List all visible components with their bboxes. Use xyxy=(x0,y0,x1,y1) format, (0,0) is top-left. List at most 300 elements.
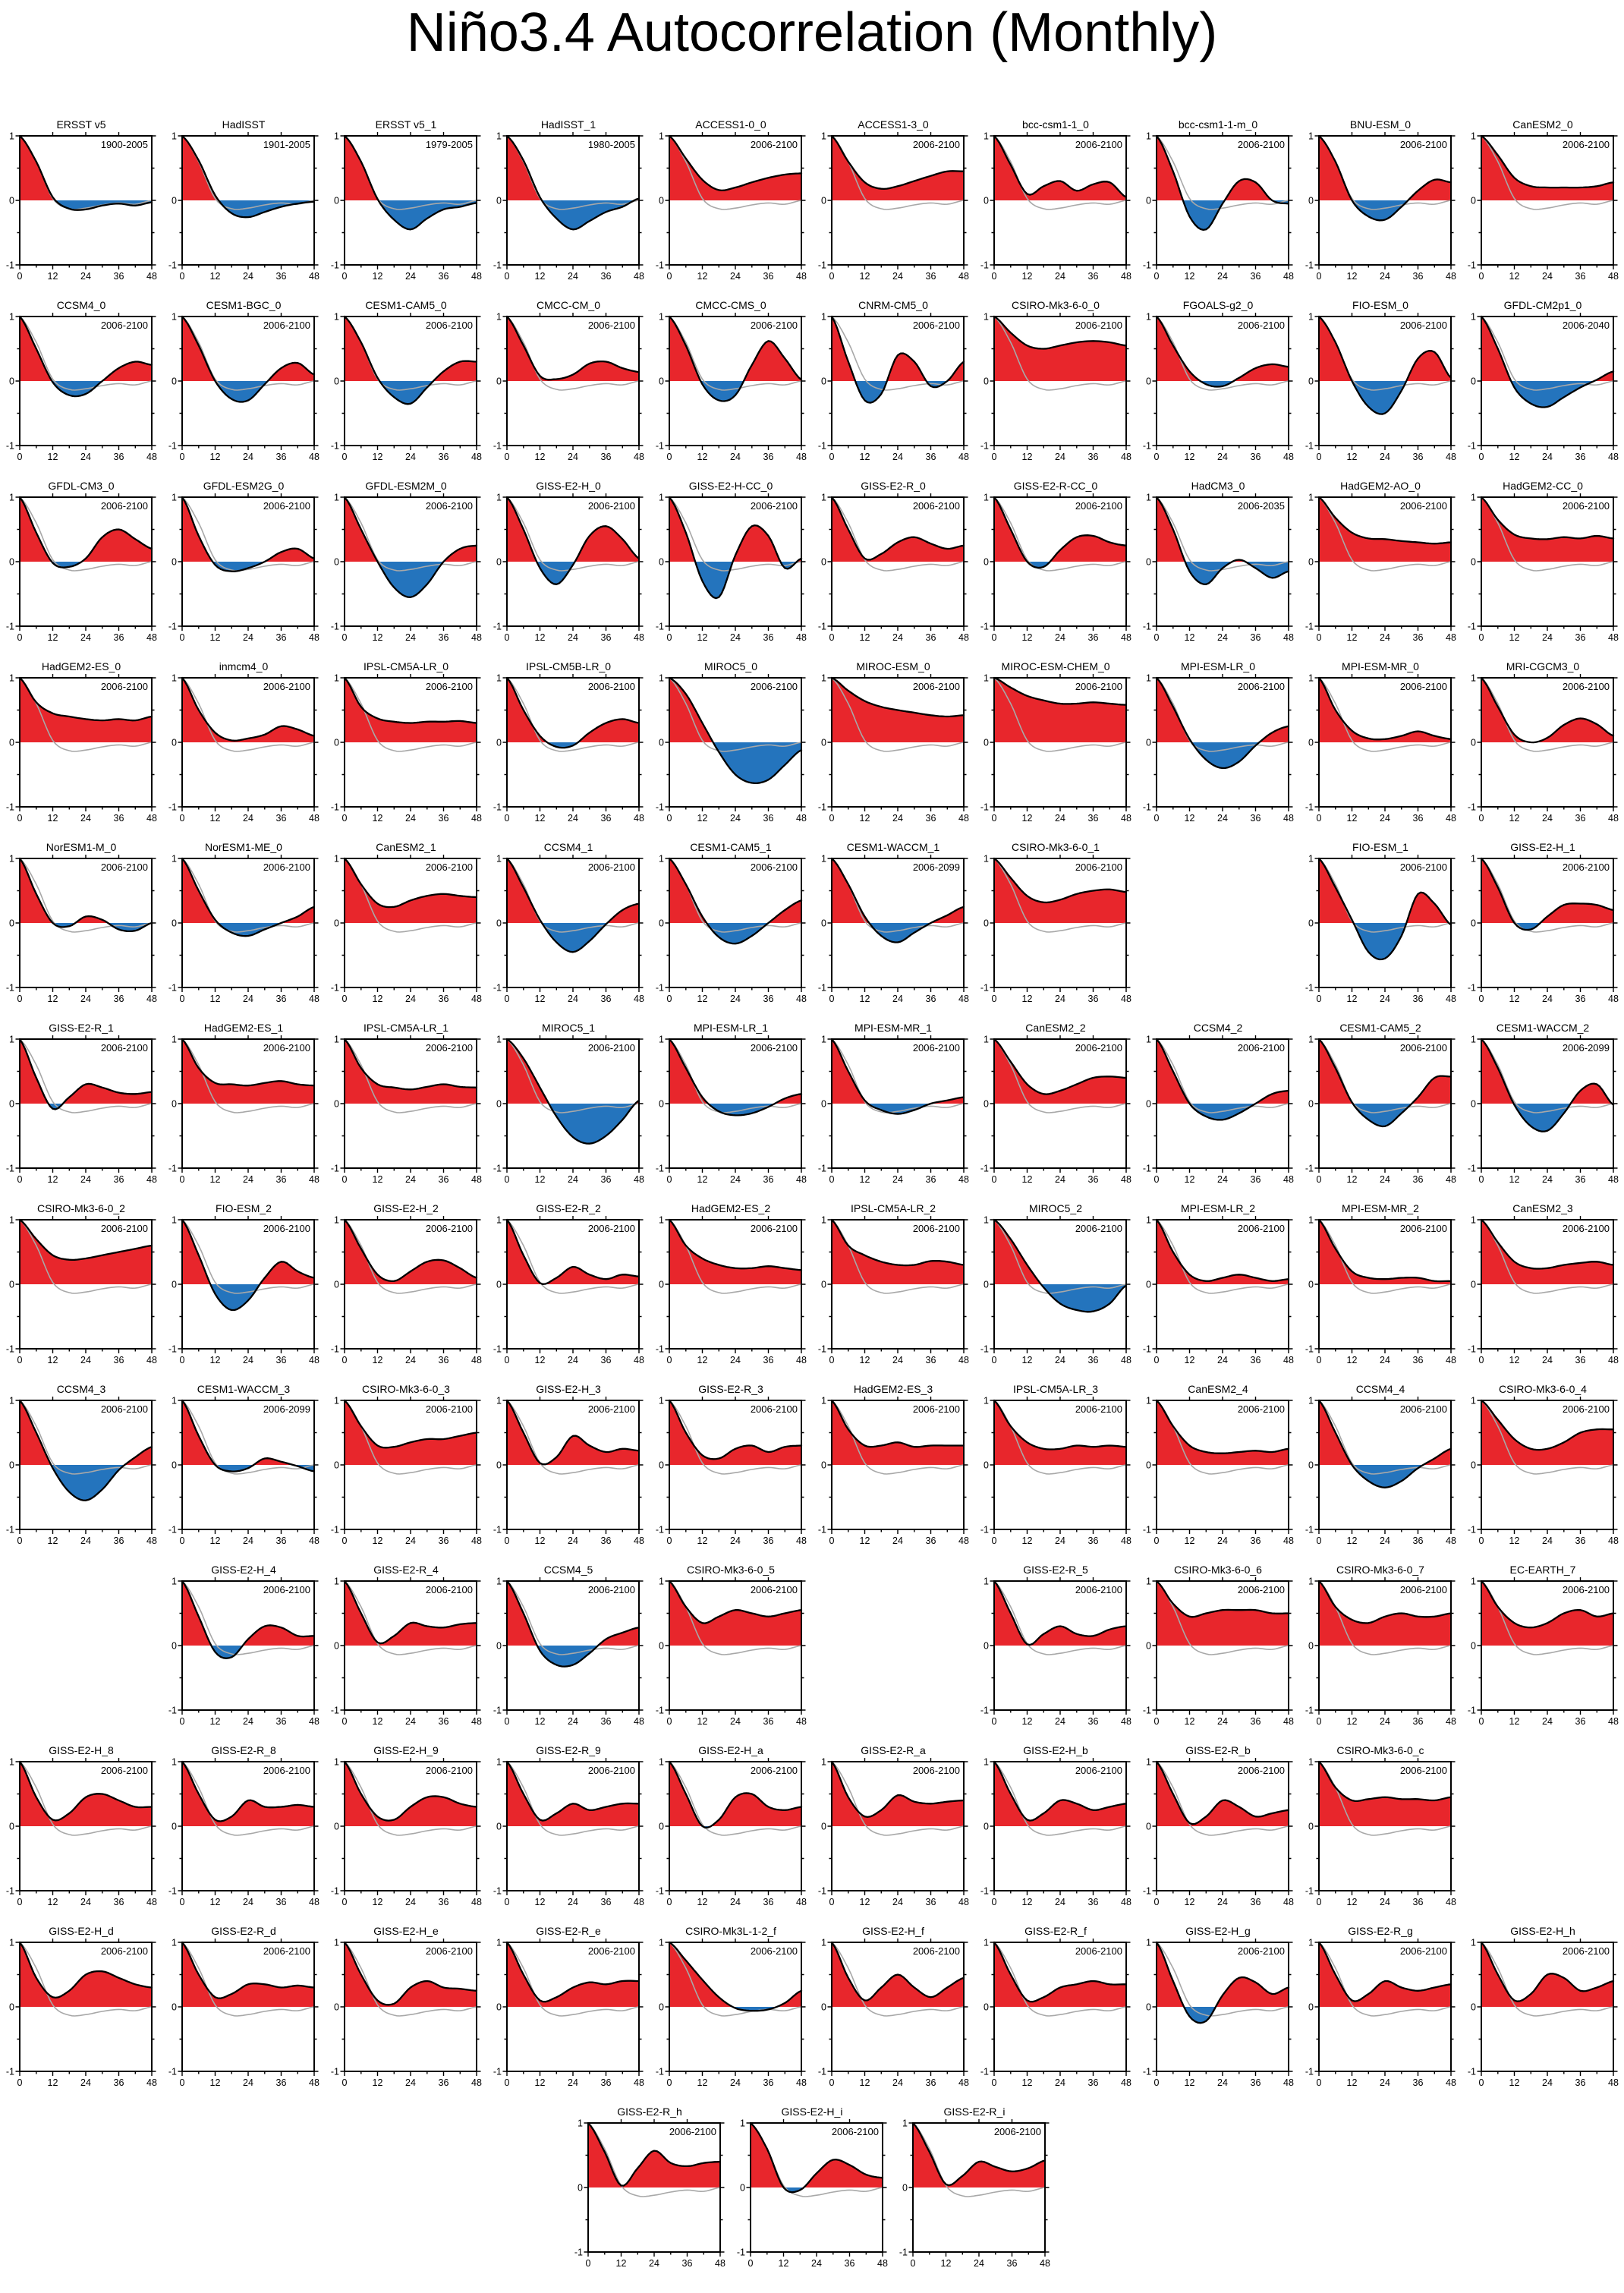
y-tick-label: 0 xyxy=(172,1640,177,1652)
x-tick-label: 24 xyxy=(568,994,578,1004)
panel-CSIRO-Mk3-6-0_1 xyxy=(974,833,1137,1014)
panel-CCSM4_5 xyxy=(487,1556,650,1737)
x-tick-label: 0 xyxy=(17,994,23,1004)
x-tick-label: 0 xyxy=(1478,632,1484,643)
axis-ticks xyxy=(1153,1758,1293,1895)
y-tick-label: 0 xyxy=(659,1821,664,1832)
panel-plot xyxy=(1137,1576,1299,1730)
year-range-label: 2006-2100 xyxy=(1075,1945,1122,1957)
panel-title: CESM1-CAM5_1 xyxy=(690,841,772,853)
panel-GISS-E2-H_9 xyxy=(325,1737,487,1917)
y-tick-label: 0 xyxy=(334,737,339,748)
y-tick-label: -1 xyxy=(5,1343,14,1355)
y-tick-label: 0 xyxy=(1146,1821,1151,1832)
y-tick-label: 0 xyxy=(334,376,339,387)
y-tick-label: -1 xyxy=(330,440,339,452)
panel-plot xyxy=(650,1215,812,1369)
x-tick-label: 36 xyxy=(113,994,124,1004)
y-tick-label: 1 xyxy=(334,673,339,684)
panel-plot xyxy=(487,1938,650,2091)
x-tick-label: 12 xyxy=(940,2258,952,2269)
x-tick-label: 12 xyxy=(859,452,870,462)
panel-plot xyxy=(974,1215,1137,1369)
y-tick-label: 0 xyxy=(659,1098,664,1110)
x-tick-label: 24 xyxy=(1380,1174,1390,1185)
x-tick-label: 12 xyxy=(778,2258,789,2269)
year-range-label: 2006-2035 xyxy=(1237,500,1285,512)
y-tick-label: -1 xyxy=(330,260,339,271)
x-tick-label: 0 xyxy=(829,452,835,462)
x-tick-label: 36 xyxy=(1087,994,1099,1004)
panel-plot xyxy=(162,1576,325,1730)
x-tick-label: 48 xyxy=(146,1535,157,1546)
y-tick-label: 1 xyxy=(9,673,14,684)
x-tick-label: 24 xyxy=(1542,813,1553,824)
x-tick-label: 48 xyxy=(634,1355,644,1365)
y-tick-label: -1 xyxy=(899,2247,908,2258)
x-tick-label: 48 xyxy=(1608,2077,1619,2088)
y-tick-label: 0 xyxy=(1471,1098,1476,1110)
panel-title: GFDL-ESM2G_0 xyxy=(203,480,285,492)
x-tick-label: 24 xyxy=(892,1355,903,1365)
x-tick-label: 12 xyxy=(534,1535,546,1546)
year-range-label: 2006-2100 xyxy=(1075,1403,1122,1415)
x-tick-label: 48 xyxy=(1283,1174,1294,1185)
y-tick-label: 0 xyxy=(496,1279,502,1290)
x-tick-label: 48 xyxy=(1121,1897,1131,1907)
x-tick-label: 48 xyxy=(146,994,157,1004)
y-tick-label: -1 xyxy=(168,1524,177,1535)
x-tick-label: 0 xyxy=(179,1355,185,1365)
panel-title: GISS-E2-H_1 xyxy=(1510,841,1575,853)
y-tick-label: -1 xyxy=(980,2066,989,2077)
panel-plot xyxy=(1299,1035,1462,1188)
x-tick-label: 24 xyxy=(243,632,253,643)
x-tick-label: 12 xyxy=(1509,1174,1520,1185)
y-tick-label: -1 xyxy=(1142,1163,1151,1174)
x-tick-label: 12 xyxy=(209,1897,221,1907)
y-tick-label: -1 xyxy=(817,1163,826,1174)
x-tick-label: 36 xyxy=(113,1355,124,1365)
x-tick-label: 48 xyxy=(1121,1716,1131,1727)
year-range-label: 2006-2100 xyxy=(1237,1765,1285,1776)
axis-ticks xyxy=(341,1758,481,1895)
y-tick-label: -1 xyxy=(330,1163,339,1174)
x-tick-label: 24 xyxy=(80,452,91,462)
x-tick-label: 0 xyxy=(666,2077,672,2088)
x-tick-label: 0 xyxy=(504,1174,510,1185)
x-tick-label: 24 xyxy=(405,1355,416,1365)
panel-title: MPI-ESM-LR_2 xyxy=(1180,1202,1256,1214)
x-tick-label: 36 xyxy=(600,1897,612,1907)
y-tick-label: 0 xyxy=(496,918,502,929)
x-tick-label: 0 xyxy=(1478,452,1484,462)
panel-title: GISS-E2-R_8 xyxy=(211,1744,276,1756)
x-tick-label: 24 xyxy=(568,813,578,824)
x-tick-label: 12 xyxy=(859,1355,870,1365)
x-tick-label: 36 xyxy=(438,813,449,824)
x-tick-label: 48 xyxy=(958,1355,969,1365)
y-tick-label: 0 xyxy=(9,737,14,748)
year-range-label: 1979-2005 xyxy=(425,139,473,150)
x-tick-label: 0 xyxy=(341,1535,348,1546)
panel-GISS-E2-H_g xyxy=(1137,1917,1299,2098)
x-tick-label: 12 xyxy=(1021,1716,1033,1727)
year-range-label: 2006-2100 xyxy=(750,1945,798,1957)
y-tick-label: -1 xyxy=(493,802,502,813)
x-tick-label: 48 xyxy=(471,632,482,643)
panel-title: HadGEM2-AO_0 xyxy=(1340,480,1421,492)
axis-ticks xyxy=(666,1577,806,1715)
y-tick-label: 0 xyxy=(984,918,989,929)
y-tick-label: -1 xyxy=(1467,982,1476,994)
x-tick-label: 12 xyxy=(534,632,546,643)
panel-title: GISS-E2-R_e xyxy=(536,1925,601,1937)
x-tick-label: 24 xyxy=(811,2258,822,2269)
x-tick-label: 12 xyxy=(534,813,546,824)
x-tick-label: 24 xyxy=(892,1535,903,1546)
x-tick-label: 12 xyxy=(697,1535,708,1546)
x-tick-label: 24 xyxy=(568,1355,578,1365)
x-tick-label: 0 xyxy=(829,1535,835,1546)
panel-title: CanESM2_3 xyxy=(1512,1202,1573,1214)
y-tick-label: -1 xyxy=(168,260,177,271)
x-tick-label: 12 xyxy=(1346,1174,1358,1185)
x-tick-label: 24 xyxy=(1055,1897,1065,1907)
x-tick-label: 24 xyxy=(1217,452,1228,462)
panel-CNRM-CM5_0 xyxy=(812,291,974,472)
x-tick-label: 0 xyxy=(1316,1897,1322,1907)
axis-ticks xyxy=(503,1397,644,1534)
x-tick-label: 12 xyxy=(47,1355,58,1365)
x-tick-label: 0 xyxy=(1316,271,1322,282)
y-tick-label: -1 xyxy=(1467,2066,1476,2077)
panel-title: CanESM2_1 xyxy=(376,841,436,853)
x-tick-label: 24 xyxy=(892,2077,903,2088)
y-tick-label: 1 xyxy=(9,1938,14,1948)
y-tick-label: -1 xyxy=(5,2066,14,2077)
x-tick-label: 48 xyxy=(1283,813,1294,824)
panel-GISS-E2-H-CC_0 xyxy=(650,472,812,653)
year-range-label: 2006-2100 xyxy=(1399,681,1447,692)
panel-row xyxy=(0,833,1624,1014)
panel-plot xyxy=(487,673,650,827)
x-tick-label: 36 xyxy=(438,452,449,462)
y-tick-label: 0 xyxy=(821,556,826,568)
y-tick-label: 1 xyxy=(496,493,502,503)
y-tick-label: 1 xyxy=(334,1938,339,1948)
y-tick-label: -1 xyxy=(1305,1885,1314,1897)
panel-title: MIROC5_1 xyxy=(541,1022,596,1034)
x-tick-label: 12 xyxy=(209,1174,221,1185)
year-range-label: 2006-2100 xyxy=(1562,1223,1610,1234)
x-tick-label: 48 xyxy=(1446,1535,1456,1546)
year-range-label: 2006-2099 xyxy=(263,1403,310,1415)
year-range-label: 2006-2100 xyxy=(100,681,148,692)
panel-title: GFDL-ESM2M_0 xyxy=(365,480,447,492)
panel-GISS-E2-H_d xyxy=(0,1917,162,2098)
y-tick-label: -1 xyxy=(168,621,177,632)
y-tick-label: 1 xyxy=(1471,131,1476,142)
x-tick-label: 48 xyxy=(1446,271,1456,282)
x-tick-label: 36 xyxy=(1250,1535,1261,1546)
y-tick-label: -1 xyxy=(655,2066,664,2077)
y-tick-label: 1 xyxy=(172,1757,177,1768)
y-tick-label: 0 xyxy=(1308,1460,1314,1471)
y-tick-label: -1 xyxy=(493,1343,502,1355)
year-range-label: 2006-2100 xyxy=(750,681,798,692)
y-tick-label: -1 xyxy=(330,1885,339,1897)
panel-GISS-E2-H_a xyxy=(650,1737,812,1917)
panel-title: GISS-E2-R_5 xyxy=(1023,1564,1088,1576)
panel-plot xyxy=(162,1938,325,2091)
x-tick-label: 36 xyxy=(1087,452,1099,462)
year-range-label: 2006-2100 xyxy=(263,500,310,512)
x-tick-label: 0 xyxy=(179,271,185,282)
x-tick-label: 48 xyxy=(796,271,807,282)
x-tick-label: 0 xyxy=(1153,1897,1160,1907)
y-tick-label: 1 xyxy=(1471,493,1476,503)
panel-CanESM2_4 xyxy=(1137,1375,1299,1556)
x-tick-label: 12 xyxy=(1509,813,1520,824)
x-tick-label: 12 xyxy=(47,994,58,1004)
x-tick-label: 48 xyxy=(146,1355,157,1365)
year-range-label: 2006-2100 xyxy=(425,320,473,331)
panel-title: FIO-ESM_1 xyxy=(1352,841,1408,853)
panel-GISS-E2-H_4 xyxy=(162,1556,325,1737)
year-range-label: 2006-2100 xyxy=(587,861,635,873)
x-tick-label: 24 xyxy=(730,632,741,643)
x-tick-label: 12 xyxy=(1021,452,1033,462)
panel-FIO-ESM_1 xyxy=(1299,833,1462,1014)
y-tick-label: 1 xyxy=(984,1035,989,1045)
panel-title: CSIRO-Mk3-6-0_3 xyxy=(362,1383,450,1395)
panel-plot xyxy=(1462,1938,1624,2091)
y-tick-label: -1 xyxy=(1142,1705,1151,1716)
y-tick-label: 0 xyxy=(1308,1821,1314,1832)
y-tick-label: 0 xyxy=(334,1821,339,1832)
x-tick-label: 48 xyxy=(1446,632,1456,643)
y-tick-label: -1 xyxy=(5,440,14,452)
panel-CSIRO-Mk3-6-0_6 xyxy=(1137,1556,1299,1737)
y-tick-label: 1 xyxy=(659,1576,664,1587)
panel-title: NorESM1-M_0 xyxy=(46,841,117,853)
year-range-label: 2006-2100 xyxy=(912,1403,960,1415)
x-tick-label: 48 xyxy=(1446,1716,1456,1727)
year-range-label: 2006-2100 xyxy=(750,139,798,150)
panel-plot xyxy=(1137,1396,1299,1549)
panel-title: CMCC-CMS_0 xyxy=(695,299,766,311)
y-tick-label: 0 xyxy=(984,1640,989,1652)
y-tick-label: 0 xyxy=(659,556,664,568)
panel-NorESM1-M_0 xyxy=(0,833,162,1014)
x-tick-label: 12 xyxy=(534,452,546,462)
panel-plot xyxy=(162,1396,325,1549)
panel-plot xyxy=(1299,131,1462,285)
x-tick-label: 0 xyxy=(1316,1716,1322,1727)
panel-plot xyxy=(974,673,1137,827)
year-range-label: 2006-2100 xyxy=(587,1042,635,1054)
year-range-label: 2006-2100 xyxy=(750,320,798,331)
panel-plot xyxy=(1299,312,1462,465)
panel-title: CESM1-BGC_0 xyxy=(206,299,282,311)
x-tick-label: 24 xyxy=(1542,994,1553,1004)
y-tick-label: 0 xyxy=(9,376,14,387)
y-tick-label: 1 xyxy=(1308,673,1314,684)
x-tick-label: 36 xyxy=(1087,271,1099,282)
panel-BNU-ESM_0 xyxy=(1299,111,1462,291)
year-range-label: 2006-2100 xyxy=(1562,1403,1610,1415)
x-tick-label: 12 xyxy=(859,813,870,824)
panel-plot xyxy=(1137,312,1299,465)
x-tick-label: 0 xyxy=(1153,2077,1160,2088)
x-tick-label: 48 xyxy=(309,1355,319,1365)
y-tick-label: 1 xyxy=(821,1215,826,1226)
y-tick-label: -1 xyxy=(980,621,989,632)
y-tick-label: 1 xyxy=(334,854,339,865)
axis-ticks xyxy=(828,132,968,269)
y-tick-label: 0 xyxy=(1471,737,1476,748)
x-tick-label: 36 xyxy=(925,994,936,1004)
panel-plot xyxy=(1462,131,1624,285)
x-tick-label: 24 xyxy=(1380,994,1390,1004)
y-tick-label: 1 xyxy=(821,1757,826,1768)
year-range-label: 2006-2099 xyxy=(1562,1042,1610,1054)
x-tick-label: 12 xyxy=(697,1716,708,1727)
panel-title: CSIRO-Mk3L-1-2_f xyxy=(685,1925,776,1937)
year-range-label: 2006-2100 xyxy=(1399,320,1447,331)
x-tick-label: 48 xyxy=(146,2077,157,2088)
x-tick-label: 0 xyxy=(747,2258,754,2269)
panel-bcc-csm1-1_0 xyxy=(974,111,1137,291)
x-tick-label: 12 xyxy=(209,1355,221,1365)
panel-GISS-E2-H_3 xyxy=(487,1375,650,1556)
y-tick-label: 1 xyxy=(9,1035,14,1045)
y-tick-label: 1 xyxy=(659,673,664,684)
x-tick-label: 12 xyxy=(1184,452,1195,462)
y-tick-label: 1 xyxy=(9,131,14,142)
y-tick-label: -1 xyxy=(5,802,14,813)
x-tick-label: 0 xyxy=(829,994,835,1004)
panel-plot xyxy=(812,1215,974,1369)
x-tick-label: 36 xyxy=(763,813,774,824)
year-range-label: 2006-2100 xyxy=(1237,139,1285,150)
x-tick-label: 36 xyxy=(438,994,449,1004)
panel-plot xyxy=(162,854,325,1007)
x-tick-label: 0 xyxy=(17,1174,23,1185)
year-range-label: 2006-2100 xyxy=(912,320,960,331)
x-tick-label: 12 xyxy=(372,994,383,1004)
y-tick-label: -1 xyxy=(817,982,826,994)
panel-plot xyxy=(487,1035,650,1188)
x-tick-label: 0 xyxy=(1316,632,1322,643)
x-tick-label: 12 xyxy=(209,813,221,824)
x-tick-label: 48 xyxy=(1608,1716,1619,1727)
y-tick-label: 0 xyxy=(496,376,502,387)
year-range-label: 2006-2100 xyxy=(1399,1042,1447,1054)
panel-plot xyxy=(1462,493,1624,646)
x-tick-label: 36 xyxy=(925,1535,936,1546)
x-tick-label: 48 xyxy=(309,2077,319,2088)
x-tick-label: 48 xyxy=(1608,1535,1619,1546)
y-tick-label: 1 xyxy=(334,1576,339,1587)
panel-GISS-E2-R_4 xyxy=(325,1556,487,1737)
year-range-label: 2006-2100 xyxy=(1399,500,1447,512)
x-tick-label: 12 xyxy=(47,632,58,643)
y-tick-label: 1 xyxy=(659,1035,664,1045)
axis-ticks xyxy=(16,674,156,811)
y-tick-label: -1 xyxy=(655,440,664,452)
panel-plot xyxy=(568,2118,731,2272)
y-tick-label: 0 xyxy=(334,195,339,206)
x-tick-label: 12 xyxy=(615,2258,627,2269)
x-tick-label: 12 xyxy=(1346,1716,1358,1727)
x-tick-label: 0 xyxy=(991,1355,997,1365)
y-tick-label: 1 xyxy=(9,854,14,865)
panel-title: HadGEM2-ES_2 xyxy=(691,1202,771,1214)
panel-plot xyxy=(0,1396,162,1549)
y-tick-label: 0 xyxy=(9,195,14,206)
x-tick-label: 24 xyxy=(1542,1174,1553,1185)
x-tick-label: 0 xyxy=(504,813,510,824)
y-tick-label: 0 xyxy=(1471,1279,1476,1290)
panel-row xyxy=(0,1556,1624,1737)
x-tick-label: 24 xyxy=(974,2258,984,2269)
y-tick-label: 0 xyxy=(334,1098,339,1110)
panel-plot xyxy=(1137,1757,1299,1910)
year-range-label: 2006-2100 xyxy=(750,1584,798,1595)
x-tick-label: 36 xyxy=(1412,632,1424,643)
x-tick-label: 12 xyxy=(1184,813,1195,824)
y-tick-label: -1 xyxy=(493,1524,502,1535)
panel-CESM1-WACCM_3 xyxy=(162,1375,325,1556)
panel-GISS-E2-R_b xyxy=(1137,1737,1299,1917)
axis-ticks xyxy=(178,1758,319,1895)
x-tick-label: 36 xyxy=(1575,452,1586,462)
x-tick-label: 36 xyxy=(1250,452,1261,462)
x-tick-label: 48 xyxy=(634,2077,644,2088)
y-tick-label: -1 xyxy=(5,621,14,632)
x-tick-label: 36 xyxy=(925,632,936,643)
panel-plot xyxy=(487,1396,650,1549)
x-tick-label: 48 xyxy=(1283,1897,1294,1907)
panel-title: IPSL-CM5A-LR_2 xyxy=(850,1202,936,1214)
x-tick-label: 0 xyxy=(341,632,348,643)
panel-IPSL-CM5B-LR_0 xyxy=(487,653,650,833)
panel-title: HadGEM2-ES_1 xyxy=(203,1022,284,1034)
x-tick-label: 24 xyxy=(1217,1535,1228,1546)
x-tick-label: 24 xyxy=(892,813,903,824)
y-tick-label: 0 xyxy=(1146,1279,1151,1290)
year-range-label: 2006-2100 xyxy=(1562,681,1610,692)
panel-plot xyxy=(1299,1757,1462,1910)
y-tick-label: 0 xyxy=(496,195,502,206)
panel-title: GISS-E2-R_i xyxy=(943,2106,1006,2118)
x-tick-label: 48 xyxy=(715,2258,725,2269)
x-tick-label: 0 xyxy=(991,632,997,643)
axis-ticks xyxy=(1315,493,1456,631)
panel-plot xyxy=(812,1757,974,1910)
panel-plot xyxy=(1299,1938,1462,2091)
y-tick-label: 1 xyxy=(659,1396,664,1406)
y-tick-label: -1 xyxy=(168,1885,177,1897)
x-tick-label: 48 xyxy=(471,1897,482,1907)
x-tick-label: 0 xyxy=(341,452,348,462)
axis-ticks xyxy=(828,1397,968,1534)
x-tick-label: 36 xyxy=(1575,2077,1586,2088)
y-tick-label: 1 xyxy=(984,673,989,684)
y-tick-label: 0 xyxy=(1146,195,1151,206)
